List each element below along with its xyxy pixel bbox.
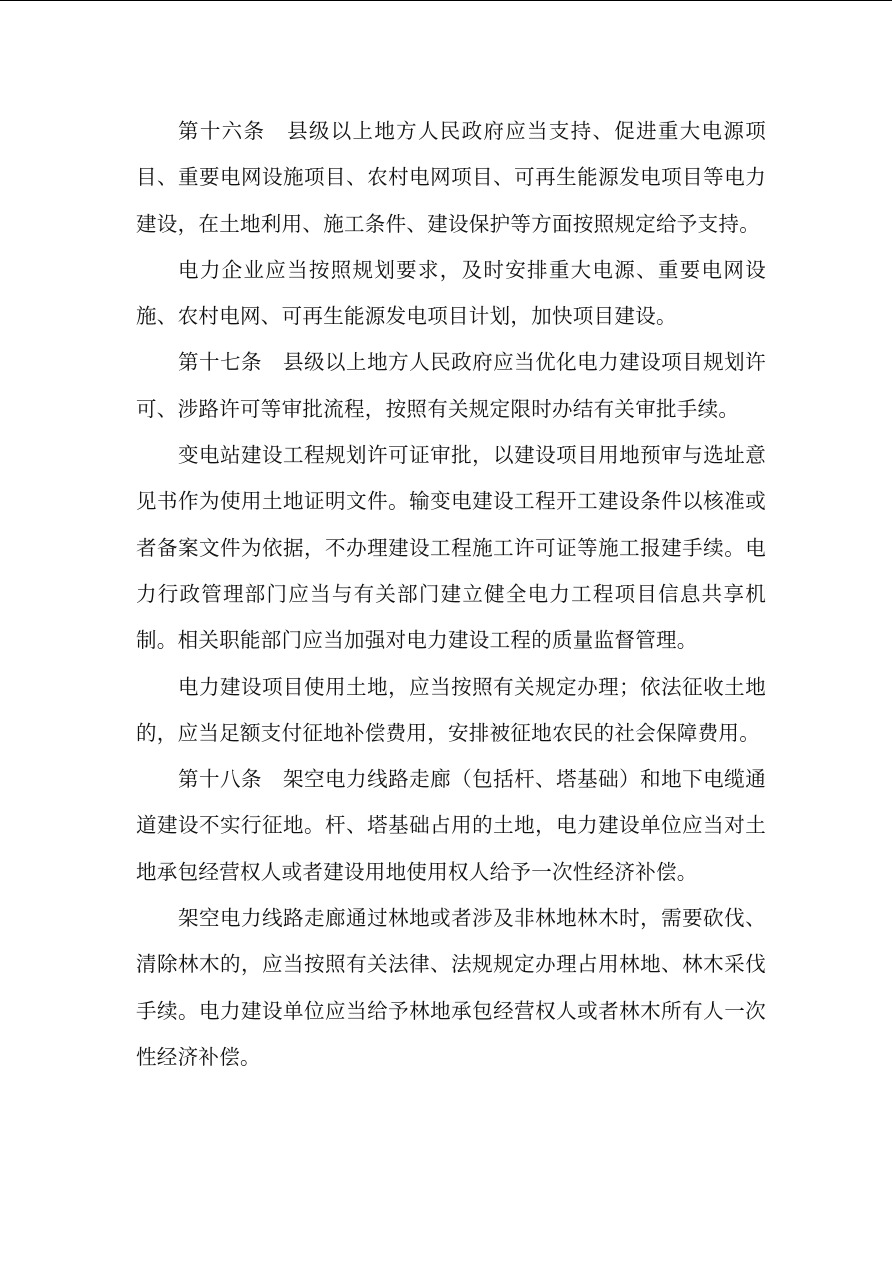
article-18-paragraph: 第十八条 架空电力线路走廊（包括杆、塔基础）和地下电缆通道建设不实行征地。杆、塔基础占用的土地，电力建设单位应当对土地承包经营权人或者建设用地使用权人给予一次性经济补偿。 — [136, 767, 766, 884]
article-18-clause-2-paragraph: 架空电力线路走廊通过林地或者涉及非林地林木时，需要砍伐、清除林木的，应当按照有关法律、法规规定办理占用林地、林木采伐手续。电力建设单位应当给予林地承包经营权人或者林木所有人一次性经济补偿。 — [136, 906, 766, 1069]
article-17-clause-2-paragraph: 变电站建设工程规划许可证审批，以建设项目用地预审与选址意见书作为使用土地证明文件。输变电建设工程开工建设条件以核准或者备案文件为依据，不办理建设工程施工许可证等施工报建手续。电力行政管理部门应当与有关部门建立健全电力工程项目信息共享机制。相关职能部门应当加强对电力建设工程的质量监督管理。 — [136, 443, 766, 653]
top-border-line — [0, 0, 892, 1]
article-17-paragraph: 第十七条 县级以上地方人民政府应当优化电力建设项目规划许可、涉路许可等审批流程，按照有关规定限时办结有关审批手续。 — [136, 350, 766, 421]
article-16-clause-2-paragraph: 电力企业应当按照规划要求，及时安排重大电源、重要电网设施、农村电网、可再生能源发电项目计划，加快项目建设。 — [136, 257, 766, 329]
article-16-paragraph: 第十六条 县级以上地方人民政府应当支持、促进重大电源项目、重要电网设施项目、农村电网项目、可再生能源发电项目等电力建设，在土地利用、施工条件、建设保护等方面按照规定给予支持。 — [136, 119, 766, 236]
article-17-clause-3-paragraph: 电力建设项目使用土地，应当按照有关规定办理；依法征收土地的，应当足额支付征地补偿费用，安排被征地农民的社会保障费用。 — [136, 674, 766, 745]
document-body — [136, 108, 766, 1080]
